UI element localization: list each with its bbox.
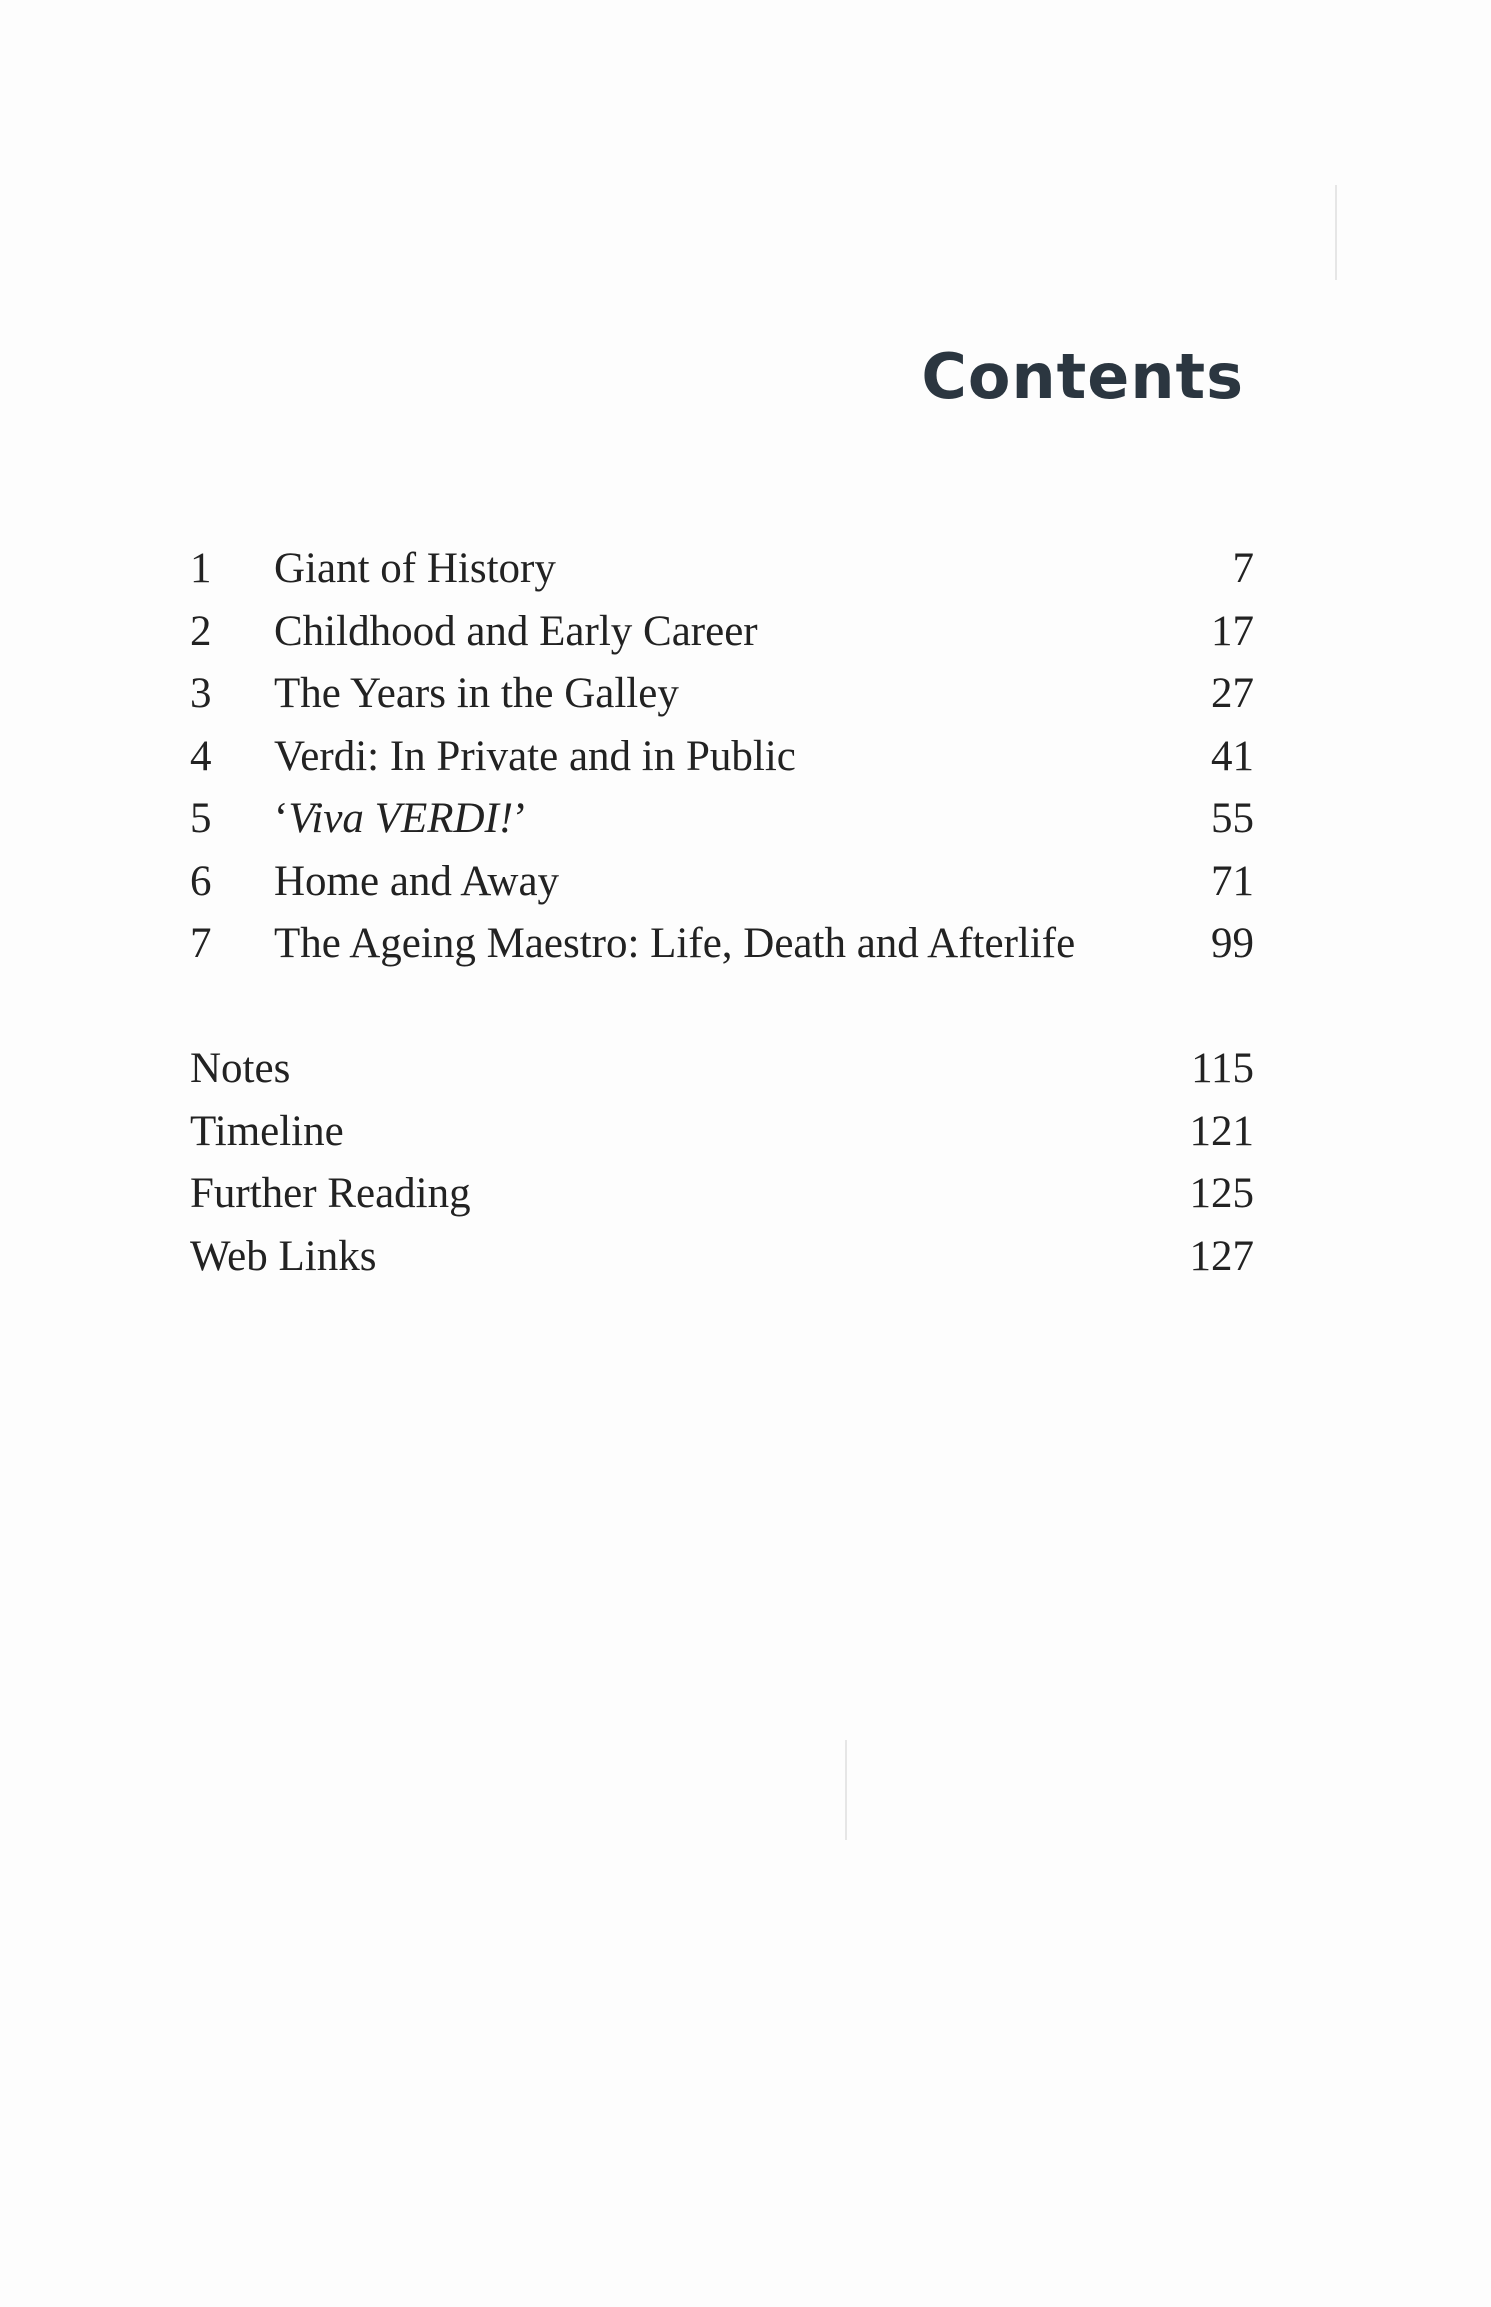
back-matter-title: Web Links	[190, 1232, 377, 1280]
chapter-title: Home and Away	[274, 857, 560, 905]
page-number: 7	[1232, 545, 1254, 592]
toc-entry[interactable]	[190, 601, 1254, 664]
back-matter-list	[190, 1038, 1254, 1288]
page-number: 121	[1189, 1107, 1254, 1155]
chapter-number: 1	[190, 545, 212, 592]
chapter-number: 6	[190, 857, 212, 905]
page-number: 27	[1211, 670, 1254, 717]
back-matter-title: Timeline	[190, 1107, 344, 1155]
chapter-title: Giant of History	[274, 545, 556, 592]
chapter-number: 7	[190, 920, 212, 967]
page-title: Contents	[921, 340, 1244, 413]
page-number: 127	[1189, 1232, 1254, 1280]
toc-entry[interactable]	[190, 788, 1254, 851]
toc-entry[interactable]	[190, 663, 1254, 726]
page-number: 71	[1211, 857, 1254, 905]
page-number: 41	[1211, 732, 1254, 780]
back-matter-title: Notes	[190, 1045, 291, 1092]
page-number: 55	[1211, 795, 1254, 842]
chapter-number: 2	[190, 607, 212, 655]
chapter-title: Verdi: In Private and in Public	[274, 732, 796, 780]
chapter-number: 4	[190, 732, 212, 780]
page-number: 125	[1189, 1170, 1254, 1217]
chapter-number: 5	[190, 795, 212, 842]
toc-entry[interactable]	[190, 851, 1254, 914]
open-quote: ‘	[274, 795, 289, 842]
toc-entry[interactable]	[190, 1163, 1254, 1226]
scan-mark	[1335, 185, 1337, 280]
chapter-title: Childhood and Early Career	[274, 607, 758, 655]
page-number: 99	[1211, 920, 1254, 967]
page-number: 17	[1211, 607, 1254, 655]
close-quote: ’	[513, 795, 528, 842]
chapter-list	[190, 538, 1254, 976]
chapter-title	[274, 788, 528, 851]
toc-entry[interactable]	[190, 913, 1254, 976]
toc-entry[interactable]	[190, 726, 1254, 789]
chapter-title: The Years in the Galley	[274, 670, 679, 717]
toc-entry[interactable]	[190, 1226, 1254, 1289]
toc-entry[interactable]	[190, 1038, 1254, 1101]
page-number: 115	[1191, 1045, 1254, 1092]
toc-entry[interactable]	[190, 538, 1254, 601]
toc-entry[interactable]	[190, 1101, 1254, 1164]
chapter-title: The Ageing Maestro: Life, Death and Afterlife	[274, 920, 1076, 967]
scan-mark	[845, 1740, 847, 1840]
back-matter-title: Further Reading	[190, 1170, 471, 1217]
chapter-title-italic: Viva VERDI!	[288, 795, 514, 842]
chapter-number: 3	[190, 670, 212, 717]
